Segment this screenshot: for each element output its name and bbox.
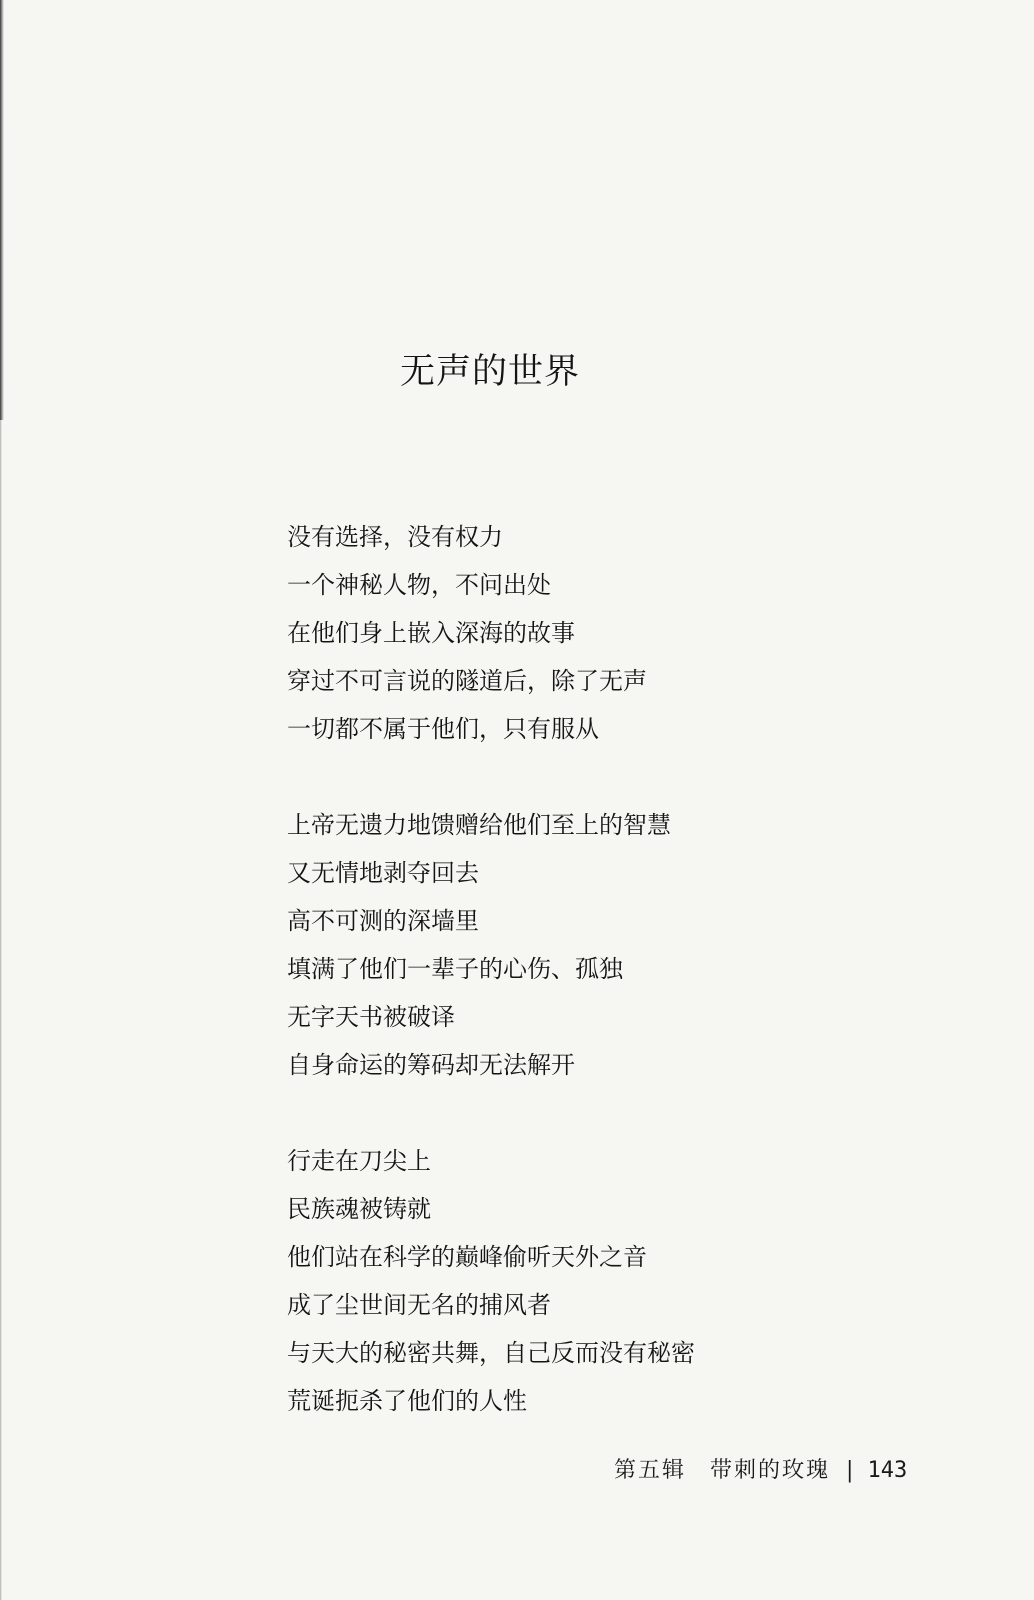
poem-line: 穿过不可言说的隧道后，除了无声	[287, 667, 647, 695]
poem-line: 无字天书被破译	[287, 1003, 455, 1031]
stanza-3	[287, 1142, 695, 1430]
stanza-2	[287, 806, 695, 1094]
footer-section: 第五辑	[614, 1458, 687, 1483]
poem-line: 自身命运的筹码却无法解开	[287, 1051, 575, 1079]
poem-line: 与天大的秘密共舞，自己反而没有秘密	[287, 1339, 695, 1367]
page-edge-line	[0, 0, 2, 1600]
poem-line: 行走在刀尖上	[287, 1147, 431, 1175]
poem-line: 民族魂被铸就	[287, 1195, 431, 1223]
poem-title: 无声的世界	[399, 352, 580, 392]
poem-line: 又无情地剥夺回去	[287, 859, 479, 887]
poem-line: 上帝无遗力地馈赠给他们至上的智慧	[287, 811, 671, 839]
page-number: 143	[867, 1458, 908, 1483]
poem-line: 一切都不属于他们，只有服从	[287, 715, 599, 743]
poem-line: 没有选择，没有权力	[287, 523, 503, 551]
poem-line: 他们站在科学的巅峰偷听天外之音	[287, 1243, 647, 1271]
poem-line: 高不可测的深墙里	[287, 907, 479, 935]
poem-line: 填满了他们一辈子的心伤、孤独	[287, 955, 623, 983]
running-footer	[614, 1453, 907, 1484]
stanza-1	[287, 518, 695, 758]
footer-separator: |	[846, 1458, 854, 1483]
poem-body	[287, 518, 695, 1478]
poem-line: 成了尘世间无名的捕风者	[287, 1291, 551, 1319]
footer-chapter: 带刺的玫瑰	[710, 1458, 831, 1483]
poem-line: 在他们身上嵌入深海的故事	[287, 619, 575, 647]
poem-line: 一个神秘人物，不问出处	[287, 571, 551, 599]
poem-line: 荒诞扼杀了他们的人性	[287, 1387, 527, 1415]
